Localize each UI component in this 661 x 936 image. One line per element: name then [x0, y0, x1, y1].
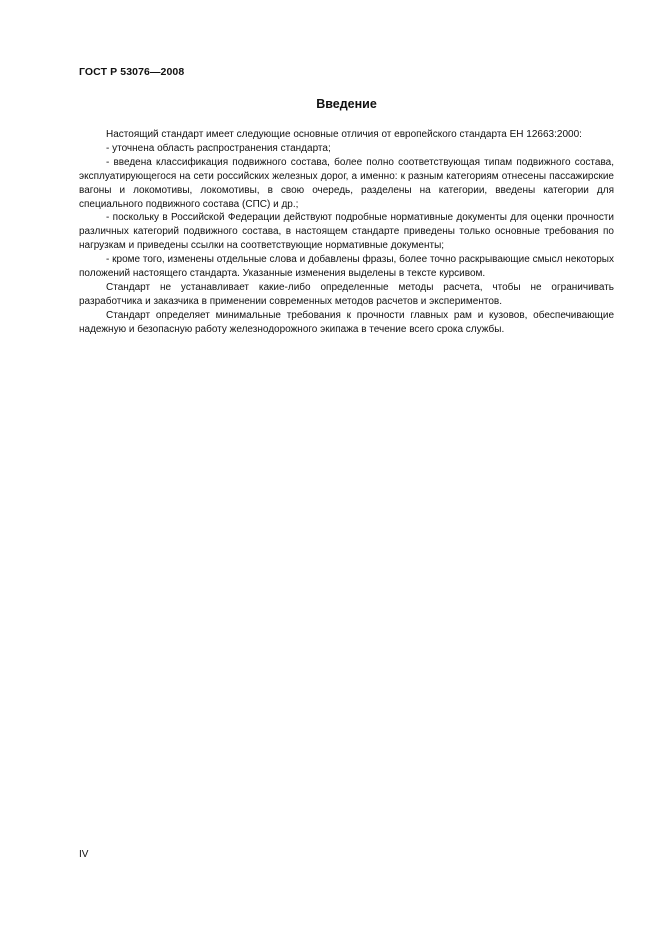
section-title: Введение [316, 97, 377, 111]
section-body [79, 128, 614, 337]
document-header: ГОСТ Р 53076—2008 [79, 66, 185, 78]
page-number: IV [79, 849, 89, 860]
paragraph-item-wording: - кроме того, изменены отдельные слова и добавлены фразы, более точно раскрывающие смысл некоторых положений настоящего стандарта. Указанные изменения выделены в тексте курсивом. [79, 254, 614, 280]
paragraph-intro: Настоящий стандарт имеет следующие основные отличия от европейского стандарта ЕН 12663:2000: [106, 129, 582, 140]
paragraph-item-requirements: - поскольку в Российской Федерации действуют подробные нормативные документы для оценки прочности различных категорий подвижного состава, в настоящем стандарте приведены только основные требования по нагрузкам и приведены ссылки на соответствующие нормативные документы; [79, 212, 614, 252]
paragraph-item-classification: - введена классификация подвижного состава, более полно соответствующая типам подвижного состава, эксплуатирующегося на сети российских железных дорог, а именно: к разным категориям отнесены пассажирские вагоны и локомотивы, локомотивы, в свою очередь, разделены на категории, введены категории для специального подвижного состава (СПС) и др.; [79, 156, 614, 210]
paragraph-methods: Стандарт не устанавливает какие-либо определенные методы расчета, чтобы не ограничивать разработчика и заказчика в применении современных методов расчетов и экспериментов. [79, 281, 614, 307]
paragraph-item-scope: - уточнена область распространения стандарта; [106, 142, 331, 154]
paragraph-requirements: Стандарт определяет минимальные требования к прочности главных рам и кузовов, обеспечивающие надежную и безопасную работу железнодорожного экипажа в течение всего срока службы. [79, 309, 614, 335]
